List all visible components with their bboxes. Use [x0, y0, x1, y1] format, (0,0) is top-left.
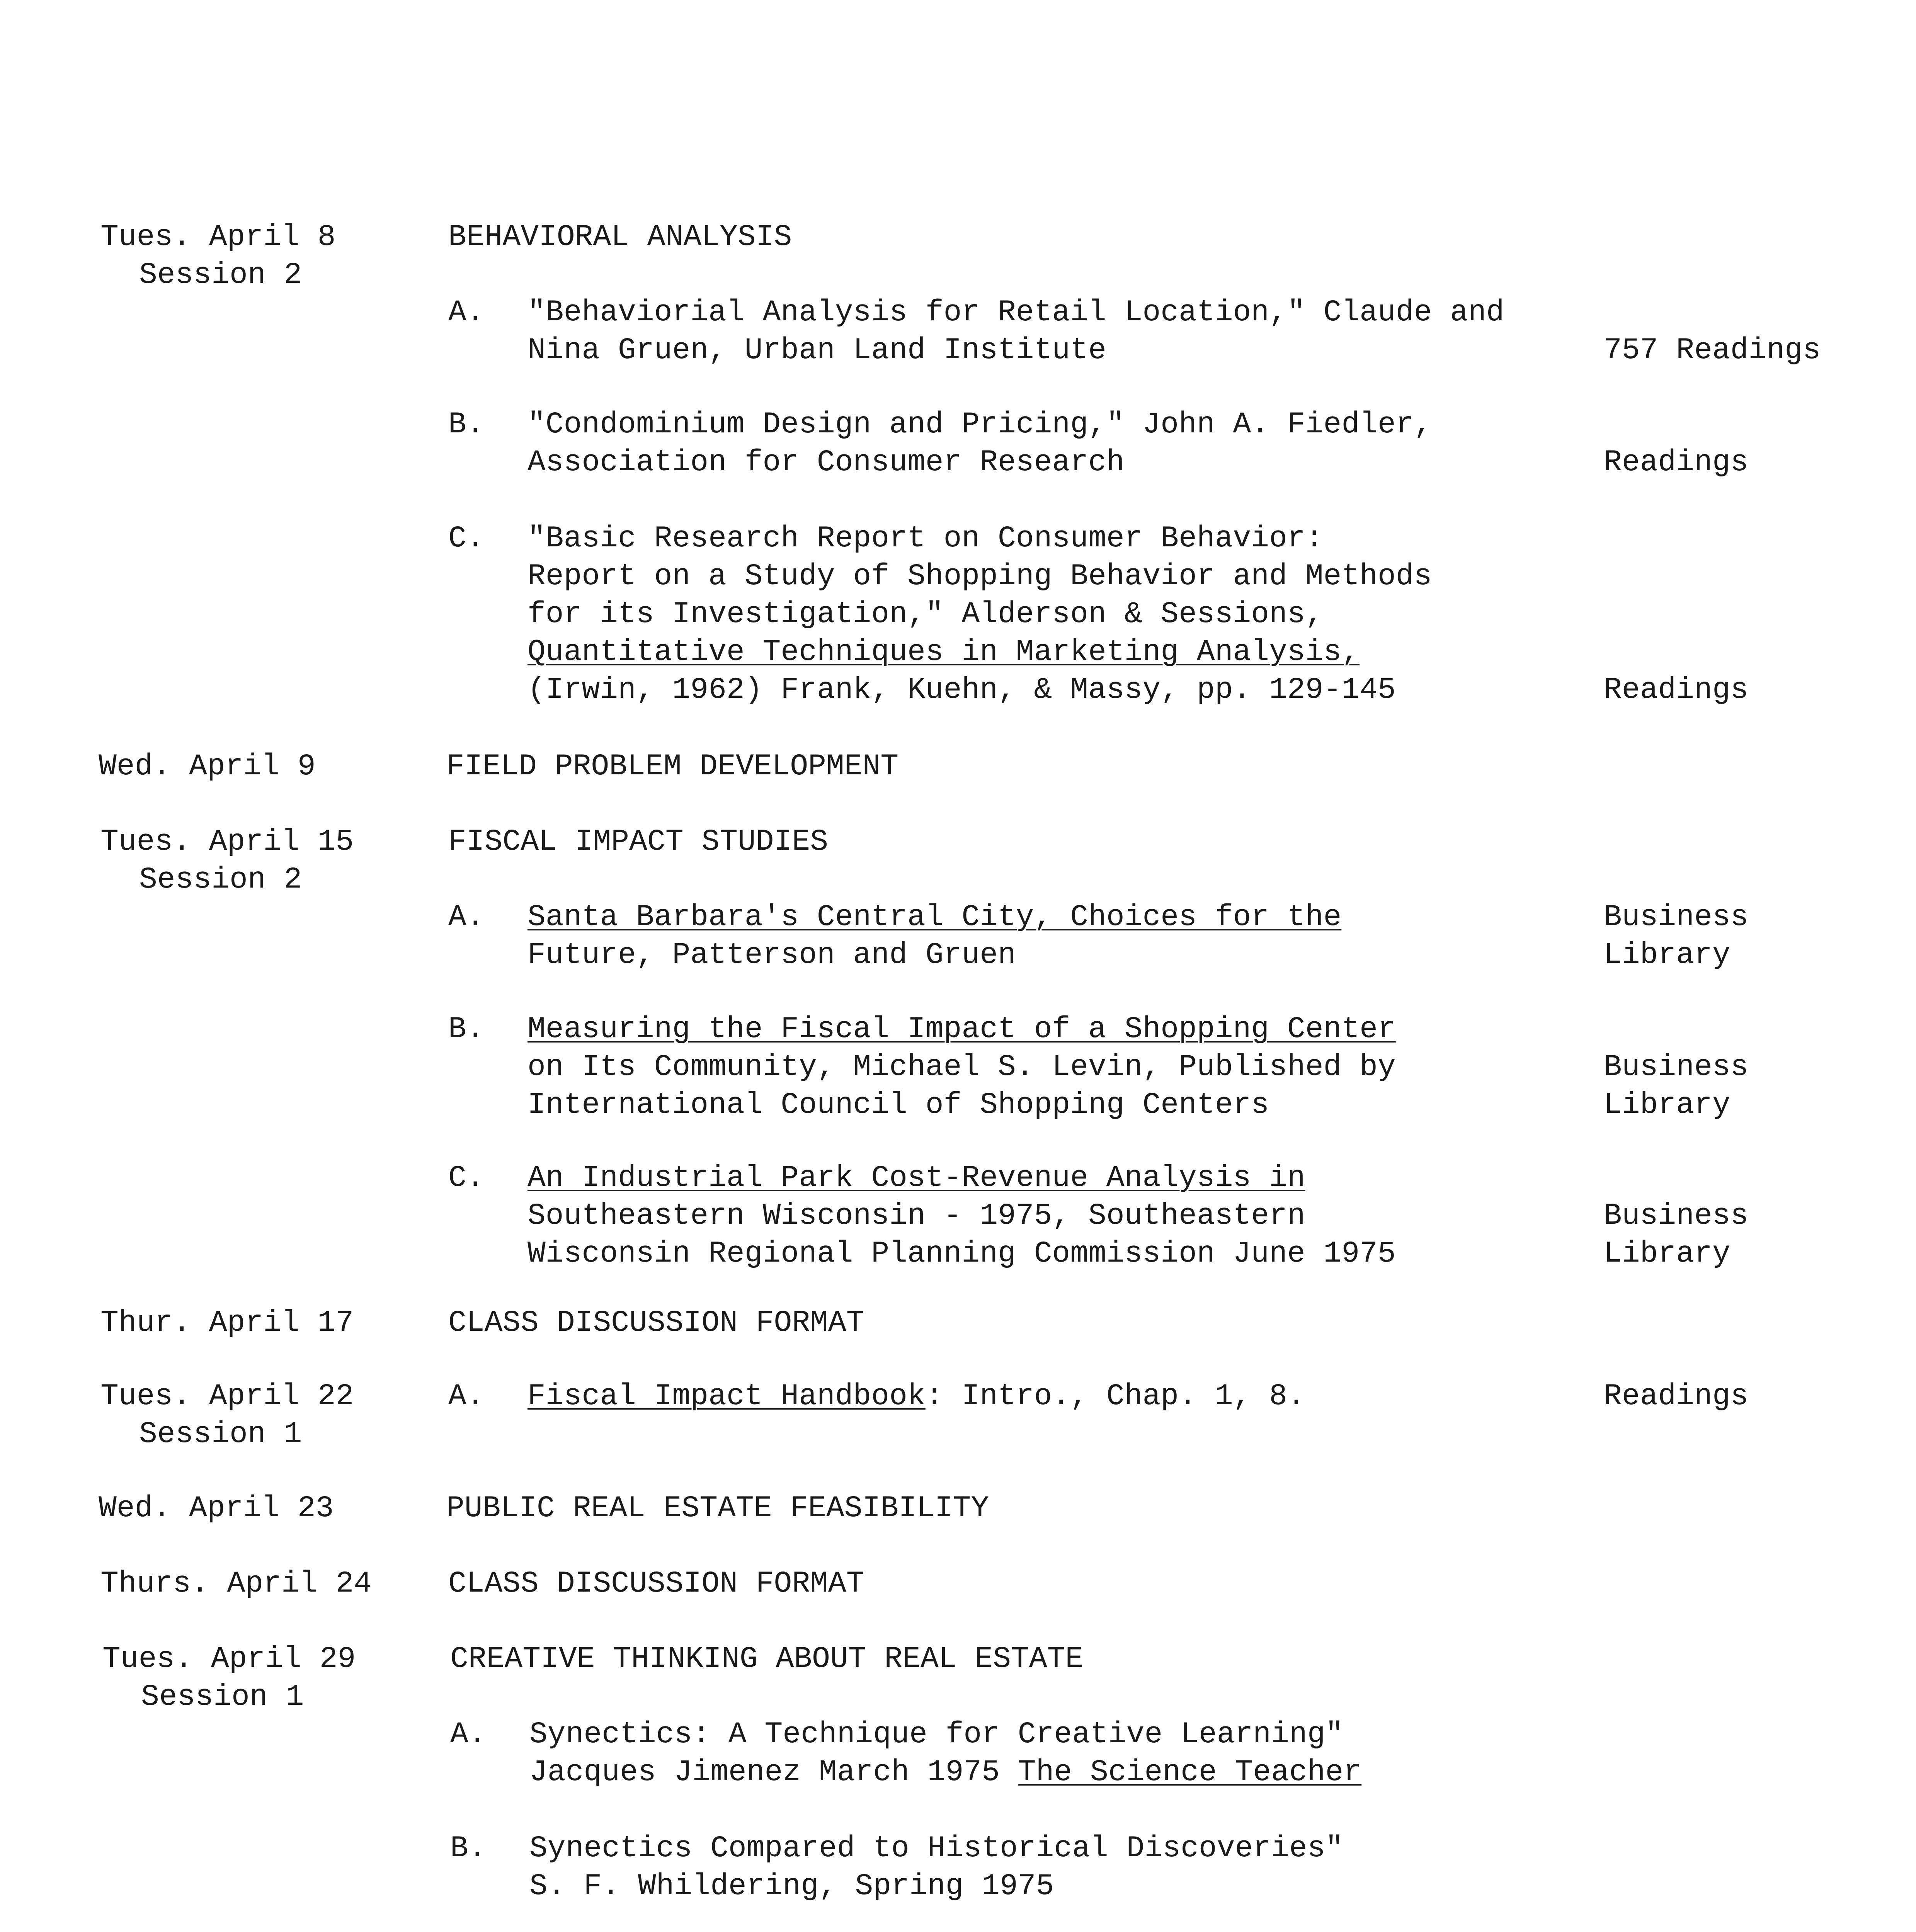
section-heading: CREATIVE THINKING ABOUT REAL ESTATE [450, 1642, 1084, 1676]
entry-date [100, 1565, 441, 1603]
entry-date [99, 748, 439, 786]
book-title: An Industrial Park Cost-Revenue Analysis in [527, 1161, 1305, 1195]
date-label: Tues. April 22 [100, 1379, 354, 1413]
entry-date [100, 218, 441, 294]
date-label: Wed. April 9 [99, 750, 316, 784]
item-location: 757 Readings [1604, 333, 1821, 367]
item-citation: Santa Barbara's Central City, Choices for the Future, Patterson and Gruen [527, 900, 1342, 972]
item-citation: Synectics: A Technique for Creative Learning" Jacques Jimenez March 1975 The Science Teacher [529, 1718, 1362, 1789]
session-label: Session 2 [139, 863, 302, 897]
item-citation: Measuring the Fiscal Impact of a Shopping Center on Its Community, Michael S. Levin, Published by International Council of Shopping Centers [527, 1012, 1396, 1122]
item-letter: A. [448, 296, 485, 330]
date-label: Wed. April 23 [99, 1492, 334, 1526]
date-label: Tues. April 15 [100, 825, 354, 859]
item-letter: C. [448, 522, 485, 556]
item-letter: A. [448, 1379, 485, 1413]
item-citation: An Industrial Park Cost-Revenue Analysis in Southeastern Wisconsin - 1975, Southeastern Wisconsin Regional Planning Commission June 1975 [527, 1161, 1396, 1271]
item-letter: A. [448, 900, 485, 934]
item-location: Readings [1604, 446, 1749, 480]
book-title: Measuring the Fiscal Impact of a Shopping Center [527, 1012, 1396, 1046]
item-location: Business Library [1604, 1050, 1749, 1122]
entry-date [100, 1378, 441, 1453]
entry-date [102, 1640, 442, 1716]
item-citation: Fiscal Impact Handbook: Intro., Chap. 1, 8. [527, 1379, 1305, 1413]
entry-date [100, 1304, 441, 1342]
section-heading: FISCAL IMPACT STUDIES [448, 825, 828, 859]
date-label: Thur. April 17 [100, 1306, 354, 1340]
item-location: Readings [1604, 1379, 1749, 1413]
book-title: Quantitative Techniques in Marketing Analysis, [527, 635, 1360, 669]
section-heading: FIELD PROBLEM DEVELOPMENT [446, 750, 899, 784]
book-title: Santa Barbara's Central City, Choices for the [527, 900, 1342, 934]
item-citation: "Condominium Design and Pricing," John A. Fiedler, Association for Consumer Research [527, 408, 1432, 480]
item-letter: B. [448, 1012, 485, 1046]
section-heading: CLASS DISCUSSION FORMAT [448, 1567, 864, 1601]
date-label: Thurs. April 24 [100, 1567, 372, 1601]
session-label: Session 2 [139, 258, 302, 292]
book-title: Fiscal Impact Handbook [527, 1379, 926, 1413]
item-letter: C. [448, 1161, 485, 1195]
item-letter: B. [448, 408, 485, 442]
item-location: Readings [1604, 673, 1749, 707]
item-letter: A. [450, 1718, 487, 1752]
item-citation: "Basic Research Report on Consumer Behavior: Report on a Study of Shopping Behavior and Methods for its Investigation," Alderson & Sessions, Quantitative Techniques in Marketing Analysis, (Irwin, 1962) Frank, Kuehn, & Massy, pp. 129-145 [527, 522, 1432, 707]
entry-date [100, 823, 441, 899]
date-label: Tues. April 29 [102, 1642, 356, 1676]
section-heading: PUBLIC REAL ESTATE FEASIBILITY [446, 1492, 989, 1526]
item-letter: B. [450, 1832, 487, 1866]
item-citation: "Behaviorial Analysis for Retail Location," Claude and Nina Gruen, Urban Land Institute [527, 296, 1504, 367]
session-label: Session 1 [139, 1417, 302, 1451]
section-heading: CLASS DISCUSSION FORMAT [448, 1306, 864, 1340]
entry-date [99, 1490, 439, 1527]
journal-title: The Science Teacher [1018, 1755, 1362, 1789]
session-label: Session 1 [141, 1680, 304, 1714]
item-citation: Synectics Compared to Historical Discoveries" S. F. Whildering, Spring 1975 [529, 1832, 1344, 1903]
item-location: Business Library [1604, 1199, 1749, 1271]
section-heading: BEHAVIORAL ANALYSIS [448, 220, 792, 254]
date-label: Tues. April 8 [100, 220, 336, 254]
item-location: Business Library [1604, 900, 1749, 972]
